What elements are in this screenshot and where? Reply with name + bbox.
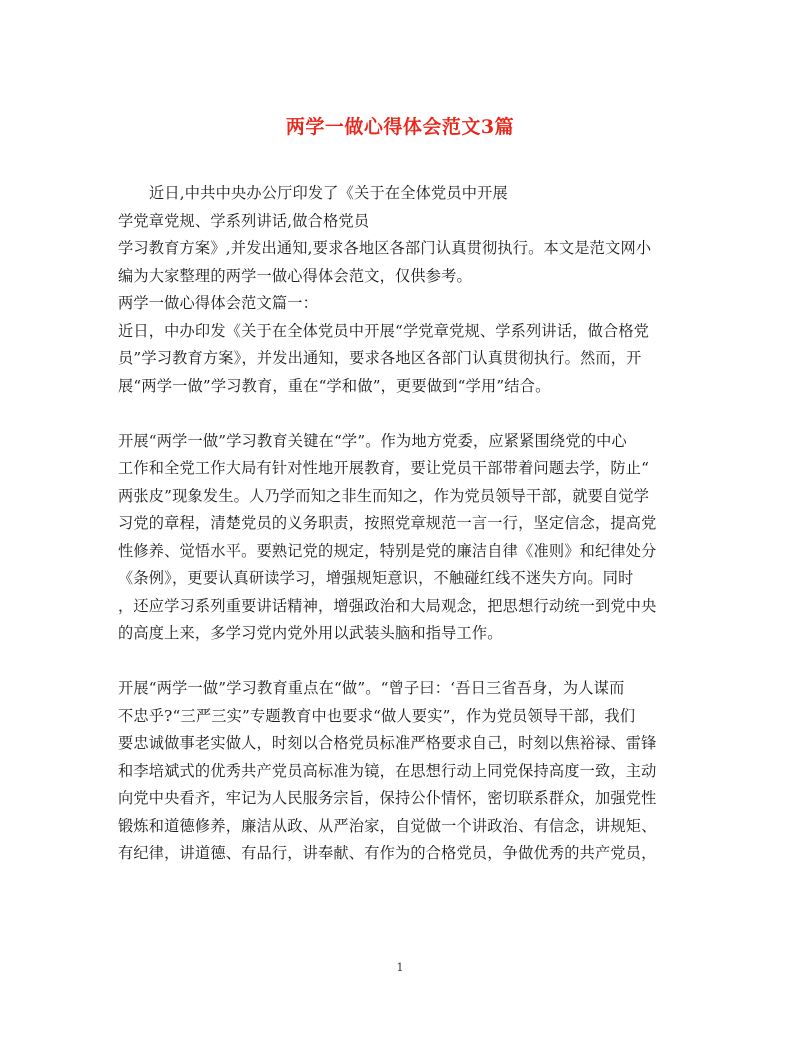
paragraph-line: 展“两学一做”学习教育，重在“学和做”，更要做到“学用”结合。	[118, 376, 551, 395]
paragraph-line: 员”学习教育方案》，并发出通知，要求各地区各部门认真贯彻执行。然而，开	[118, 349, 642, 367]
paragraph-gap	[118, 648, 686, 676]
paragraph-line: 锻炼和道德修养，廉洁从政、从严治家，自觉做一个讲政治、有信念，讲规矩、	[118, 816, 657, 835]
paragraph-line: 有纪律，讲道德、有品行，讲奉献、有作为的合格党员，争做优秀的共产党员，	[118, 844, 657, 862]
paragraph-line: 开展“两学一做”学习教育关键在“学”。作为地方党委，应紧紧围绕党的中心	[118, 431, 627, 450]
section-heading: 两学一做心得体会范文篇一：	[118, 294, 319, 312]
paragraph-line: 开展“两学一做”学习教育重点在“做”。“曾子曰：‘吾日三省吾身，为人谋而	[118, 679, 625, 697]
paragraph-line: 习党的章程，清楚党员的义务职责，按照党章规范一言一行，坚定信念，提高党	[118, 514, 657, 532]
document-title: 两学一做心得体会范文3篇	[285, 116, 515, 138]
intro-line: 编为大家整理的两学一做心得体会范文，仅供参考。	[118, 266, 472, 285]
paragraph-line: 和李培斌式的优秀共产党员高标准为镜，在思想行动上同党保持高度一致，主动	[118, 761, 657, 780]
paragraph-line: 近日，中办印发《关于在全体党员中开展“学党章党规、学系列讲话，做合格党	[118, 321, 650, 340]
paragraph-line: 工作和全党工作大局有针对性地开展教育，要让党员干部带着问题去学，防止“	[118, 459, 650, 477]
paragraph-line: 的高度上来，多学习党内党外用以武装头脑和指导工作。	[118, 624, 503, 642]
intro-line: 学习教育方案》,并发出通知,要求各地区各部门认真贯彻执行。本文是范文网小	[118, 239, 652, 257]
paragraph-line: 《条例》，更要认真研读学习，增强规矩意识，不触碰红线不迷失方向。同时	[118, 569, 634, 587]
paragraph-1	[118, 318, 686, 401]
paragraph-line: 向党中央看齐，牢记为人民服务宗旨，保持公仆情怀，密切联系群众，加强党性	[118, 789, 657, 807]
intro-paragraph	[118, 180, 686, 290]
paragraph-2	[118, 428, 686, 648]
intro-line: 近日,中共中央办公厅印发了《关于在全体党员中开展	[149, 184, 508, 202]
intro-line: 学党章党规、学系列讲话,做合格党员	[118, 211, 370, 230]
paragraph-line: 两张皮”现象发生。人乃学而知之非生而知之，作为党员领导干部，就要自觉学	[118, 486, 650, 505]
paragraph-line: 要忠诚做事老实做人，时刻以合格党员标准严格要求自己，时刻以焦裕禄、雷锋	[118, 734, 657, 752]
paragraph-line: 性修养、觉悟水平。要熟记党的规定，特别是党的廉洁自律《准则》和纪律处分	[118, 541, 657, 560]
paragraph-gap	[118, 400, 686, 428]
page-number: 1	[396, 961, 404, 974]
paragraph-3	[118, 675, 686, 868]
paragraph-line: ，还应学习系列重要讲话精神，增强政治和大局观念，把思想行动统一到党中央	[118, 596, 657, 615]
paragraph-line: 不忠乎?“三严三实”专题教育中也要求“做人要实”，作为党员领导干部，我们	[118, 706, 636, 725]
document-body	[118, 180, 686, 868]
